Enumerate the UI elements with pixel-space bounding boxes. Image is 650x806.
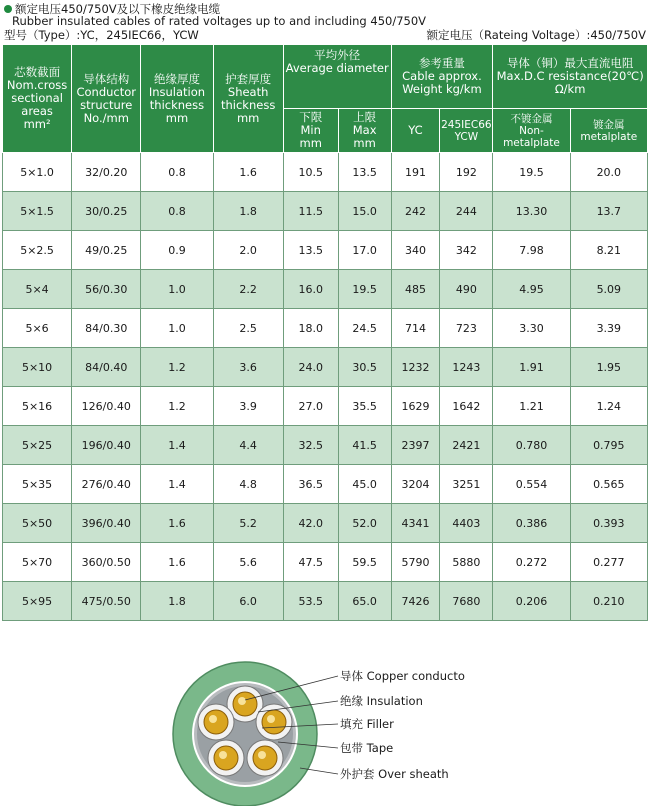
- table-cell: 723: [440, 309, 493, 348]
- table-cell: 3204: [391, 465, 440, 504]
- table-row: [3, 231, 648, 270]
- table-cell: 0.8: [141, 192, 213, 231]
- table-cell: 1.6: [141, 504, 213, 543]
- table-row: [3, 270, 648, 309]
- table-cell: 126/0.40: [72, 387, 141, 426]
- table-cell: 7426: [391, 582, 440, 621]
- table-cell: 244: [440, 192, 493, 231]
- header-line: Conductor: [76, 84, 137, 99]
- table-cell: 3.6: [213, 348, 283, 387]
- header-line: Max.D.C resistance(20℃): [496, 69, 644, 83]
- table-cell: 2421: [440, 426, 493, 465]
- table-row: [3, 153, 648, 192]
- header-line: mm²: [23, 117, 51, 131]
- copper-conductor: [262, 710, 286, 734]
- header-line: Nom.cross: [6, 78, 68, 92]
- type-label: 型号（Type）:YC，245IEC66，YCW: [4, 28, 199, 42]
- header-line: mm: [353, 136, 376, 150]
- table-cell: 42.0: [283, 504, 338, 543]
- table-cell: 1.2: [141, 348, 213, 387]
- table-cell: 5×1.5: [3, 192, 72, 231]
- table-cell: 396/0.40: [72, 504, 141, 543]
- table-cell: 84/0.40: [72, 348, 141, 387]
- table-cell: 13.30: [493, 192, 570, 231]
- table-cell: 3.39: [570, 309, 647, 348]
- table-cell: 485: [391, 270, 440, 309]
- col-header-nominal-area: [3, 45, 72, 153]
- cable-cross-section-diagram: [170, 660, 320, 806]
- table-cell: 1629: [391, 387, 440, 426]
- conductor-highlight: [238, 697, 246, 705]
- table-cell: 35.5: [338, 387, 391, 426]
- table-cell: 0.393: [570, 504, 647, 543]
- table-cell: 5×25: [3, 426, 72, 465]
- table-cell: 32.5: [283, 426, 338, 465]
- table-cell: 5×10: [3, 348, 72, 387]
- col-header-conductor-structure: [72, 45, 141, 153]
- table-cell: 0.565: [570, 465, 647, 504]
- callout-label: 绝缘 Insulation: [340, 694, 423, 708]
- conductor-highlight: [209, 715, 217, 723]
- header-line: thickness: [220, 97, 276, 112]
- header-line: Insulation: [148, 84, 206, 99]
- callout-label: 外护套 Over sheath: [340, 767, 449, 781]
- header-line: 下限: [299, 110, 323, 124]
- table-cell: 1642: [440, 387, 493, 426]
- table-cell: 1.4: [141, 465, 213, 504]
- table-cell: 17.0: [338, 231, 391, 270]
- table-cell: 342: [440, 231, 493, 270]
- table-cell: 2.0: [213, 231, 283, 270]
- table-cell: 0.272: [493, 543, 570, 582]
- table-cell: 41.5: [338, 426, 391, 465]
- header-line: 上限: [353, 110, 377, 124]
- spec-table: [2, 44, 648, 621]
- callout-label: 包带 Tape: [340, 741, 394, 755]
- table-cell: 20.0: [570, 153, 647, 192]
- copper-conductor: [253, 746, 277, 770]
- col-header-cable-weight: [391, 45, 493, 109]
- table-cell: 276/0.40: [72, 465, 141, 504]
- table-cell: 5×4: [3, 270, 72, 309]
- table-row: [3, 387, 648, 426]
- table-cell: 5.09: [570, 270, 647, 309]
- table-cell: 1.21: [493, 387, 570, 426]
- table-cell: 1.24: [570, 387, 647, 426]
- header-line: Max: [352, 123, 377, 137]
- callout-label: 导体 Copper conducto: [340, 669, 465, 683]
- table-cell: 5.2: [213, 504, 283, 543]
- table-cell: 1232: [391, 348, 440, 387]
- table-cell: 53.5: [283, 582, 338, 621]
- table-cell: 5×95: [3, 582, 72, 621]
- table-cell: 13.5: [338, 153, 391, 192]
- table-row: [3, 543, 648, 582]
- voltage-label: 额定电压（Rateing Voltage）:450/750V: [426, 28, 646, 42]
- table-row: [3, 309, 648, 348]
- table-cell: 30.5: [338, 348, 391, 387]
- table-cell: 0.386: [493, 504, 570, 543]
- table-cell: 2.5: [213, 309, 283, 348]
- col-header-max-dc-resistance: [493, 45, 648, 109]
- table-cell: 2397: [391, 426, 440, 465]
- header-line: mm: [165, 110, 189, 125]
- table-row: [3, 582, 648, 621]
- table-cell: 19.5: [338, 270, 391, 309]
- table-cell: 0.795: [570, 426, 647, 465]
- header-line: 导体（铜）最大直流电阻: [506, 56, 634, 70]
- title-cn: 额定电压450/750V及以下橡皮绝缘电缆: [4, 2, 220, 16]
- table-cell: 0.780: [493, 426, 570, 465]
- table-cell: 1243: [440, 348, 493, 387]
- header-line: 绝缘厚度: [153, 71, 200, 86]
- table-cell: 56/0.30: [72, 270, 141, 309]
- table-row: [3, 192, 648, 231]
- header-line: 不镀金属: [510, 112, 553, 125]
- table-cell: 19.5: [493, 153, 570, 192]
- header-line: 平均外径: [314, 48, 361, 62]
- table-cell: 714: [391, 309, 440, 348]
- col-header-min: [283, 109, 338, 153]
- table-row: [3, 348, 648, 387]
- table-cell: 1.6: [213, 153, 283, 192]
- header-line: 护套厚度: [225, 71, 272, 86]
- col-header-max: [338, 109, 391, 153]
- table-cell: 30/0.25: [72, 192, 141, 231]
- col-header-average-diameter: [283, 45, 391, 109]
- table-cell: 5×1.0: [3, 153, 72, 192]
- table-cell: 5×16: [3, 387, 72, 426]
- table-cell: 59.5: [338, 543, 391, 582]
- col-header-sheath-thickness: [213, 45, 283, 153]
- header-line: sectional: [11, 91, 63, 105]
- conductor-highlight: [267, 715, 275, 723]
- table-cell: 490: [440, 270, 493, 309]
- table-cell: 1.95: [570, 348, 647, 387]
- col-header-245iec66-ycw: [440, 109, 493, 153]
- col-header-yc: [391, 109, 440, 153]
- header-line: thickness: [149, 97, 205, 112]
- table-cell: 0.210: [570, 582, 647, 621]
- header-line: 芯数截面: [14, 65, 61, 79]
- header-line: areas: [21, 104, 53, 118]
- table-cell: 5×35: [3, 465, 72, 504]
- table-cell: 32/0.20: [72, 153, 141, 192]
- table-row: [3, 426, 648, 465]
- table-cell: 13.7: [570, 192, 647, 231]
- header-line: Sheath: [227, 84, 269, 99]
- table-cell: 0.554: [493, 465, 570, 504]
- table-cell: 3.9: [213, 387, 283, 426]
- table-cell: 45.0: [338, 465, 391, 504]
- table-cell: 36.5: [283, 465, 338, 504]
- table-cell: 8.21: [570, 231, 647, 270]
- table-cell: 13.5: [283, 231, 338, 270]
- table-cell: 10.5: [283, 153, 338, 192]
- header-line: Cable approx.: [402, 69, 482, 83]
- header-line: structure: [80, 97, 133, 112]
- table-row: [3, 465, 648, 504]
- copper-conductor: [214, 746, 238, 770]
- header-line: YC: [408, 123, 423, 137]
- table-cell: 6.0: [213, 582, 283, 621]
- header-line: 245IEC66: [441, 118, 492, 131]
- header-line: metalplate: [580, 130, 638, 143]
- table-cell: 2.2: [213, 270, 283, 309]
- header-line: mm: [236, 110, 260, 125]
- table-cell: 1.0: [141, 270, 213, 309]
- table-cell: 1.4: [141, 426, 213, 465]
- table-cell: 1.2: [141, 387, 213, 426]
- table-cell: 84/0.30: [72, 309, 141, 348]
- table-cell: 3.30: [493, 309, 570, 348]
- copper-conductor: [204, 710, 228, 734]
- header-line: 参考重量: [418, 56, 465, 70]
- table-cell: 27.0: [283, 387, 338, 426]
- table-cell: 4341: [391, 504, 440, 543]
- col-header-non-metalplate: [493, 109, 570, 153]
- table-cell: 475/0.50: [72, 582, 141, 621]
- table-cell: 65.0: [338, 582, 391, 621]
- table-cell: 18.0: [283, 309, 338, 348]
- col-header-insulation-thickness: [141, 45, 213, 153]
- table-cell: 360/0.50: [72, 543, 141, 582]
- table-cell: 340: [391, 231, 440, 270]
- table-cell: 7680: [440, 582, 493, 621]
- header-line: Ω/km: [554, 82, 586, 96]
- table-cell: 192: [440, 153, 493, 192]
- bullet-icon: [4, 5, 12, 13]
- table-cell: 52.0: [338, 504, 391, 543]
- table-cell: 4.8: [213, 465, 283, 504]
- table-cell: 5.6: [213, 543, 283, 582]
- header-line: Non-metalplate: [503, 124, 560, 149]
- header-line: Min: [300, 123, 321, 137]
- table-cell: 1.8: [141, 582, 213, 621]
- table-cell: 5×6: [3, 309, 72, 348]
- table-cell: 1.91: [493, 348, 570, 387]
- table-cell: 191: [391, 153, 440, 192]
- header-line: No./mm: [83, 110, 129, 125]
- header-line: Average diameter: [285, 61, 389, 75]
- title-en: Rubber insulated cables of rated voltages up to and including 450/750V: [12, 14, 427, 28]
- table-cell: 1.6: [141, 543, 213, 582]
- table-cell: 4.95: [493, 270, 570, 309]
- table-cell: 5×70: [3, 543, 72, 582]
- table-cell: 0.8: [141, 153, 213, 192]
- table-cell: 7.98: [493, 231, 570, 270]
- table-cell: 5790: [391, 543, 440, 582]
- header-line: Weight kg/km: [402, 82, 482, 96]
- header-line: YCW: [454, 130, 479, 143]
- header-line: 导体结构: [83, 71, 130, 86]
- conductor-highlight: [219, 751, 227, 759]
- table-cell: 0.206: [493, 582, 570, 621]
- table-cell: 0.9: [141, 231, 213, 270]
- table-cell: 4.4: [213, 426, 283, 465]
- table-cell: 1.0: [141, 309, 213, 348]
- table-cell: 11.5: [283, 192, 338, 231]
- header-line: mm: [299, 136, 322, 150]
- copper-conductor: [233, 692, 257, 716]
- table-cell: 24.5: [338, 309, 391, 348]
- table-cell: 15.0: [338, 192, 391, 231]
- table-cell: 5×2.5: [3, 231, 72, 270]
- table-cell: 5×50: [3, 504, 72, 543]
- table-cell: 49/0.25: [72, 231, 141, 270]
- table-row: [3, 504, 648, 543]
- table-cell: 5880: [440, 543, 493, 582]
- table-cell: 1.8: [213, 192, 283, 231]
- table-cell: 196/0.40: [72, 426, 141, 465]
- col-header-metalplate: [570, 109, 647, 153]
- table-cell: 242: [391, 192, 440, 231]
- table-cell: 0.277: [570, 543, 647, 582]
- table-cell: 3251: [440, 465, 493, 504]
- conductor-highlight: [258, 751, 266, 759]
- header-line: 镀金属: [593, 118, 625, 131]
- table-cell: 16.0: [283, 270, 338, 309]
- callout-label: 填充 Filler: [340, 717, 394, 731]
- table-cell: 4403: [440, 504, 493, 543]
- table-cell: 24.0: [283, 348, 338, 387]
- table-cell: 47.5: [283, 543, 338, 582]
